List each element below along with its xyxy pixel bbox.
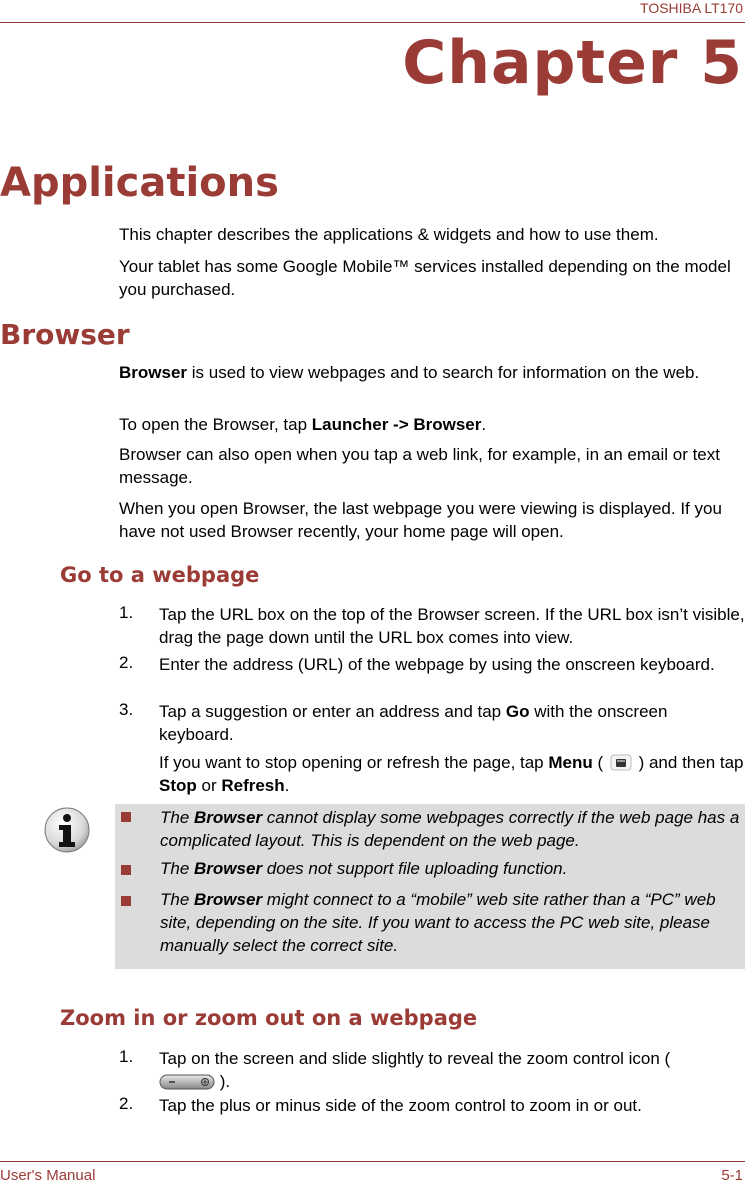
- zoom-step-1-number: 1.: [119, 1047, 134, 1066]
- footer-manual-label: User's Manual: [0, 1167, 96, 1184]
- browser-paragraph-3: Browser can also open when you tap a web link, for example, in an email or text message.: [119, 445, 720, 487]
- footer-rule: [0, 1161, 745, 1162]
- intro-paragraph-2: Your tablet has some Google Mobile™ services installed depending on the model you purchased.: [119, 257, 731, 299]
- goto-step-3-text: Tap a suggestion or enter an address and tap Go with the onscreen keyboard.: [159, 702, 668, 744]
- browser-heading: Browser: [0, 318, 130, 351]
- browser-paragraph-2: To open the Browser, tap Launcher -> Browser.: [119, 415, 487, 434]
- menu-icon: [610, 754, 632, 771]
- note-bullet-3: [121, 896, 131, 906]
- goto-step-1-text: Tap the URL box on the top of the Browser screen. If the URL box isn’t visible, drag the page down until the URL box comes into view.: [159, 605, 745, 647]
- note-item-3: The Browser might connect to a “mobile” web site rather than a “PC” web site, depending on the site. If you want to access the PC web site, please manually select the correct site.: [160, 890, 716, 955]
- chapter-title: Chapter 5: [402, 28, 743, 98]
- note-item-2: The Browser does not support file uploading function.: [160, 859, 568, 878]
- goto-heading: Go to a webpage: [60, 563, 260, 587]
- header-rule: [0, 22, 745, 23]
- note-bullet-2: [121, 865, 131, 875]
- note-bullet-1: [121, 812, 131, 822]
- footer-page-number: 5-1: [721, 1167, 743, 1184]
- intro-paragraph-1: This chapter describes the applications & widgets and how to use them.: [119, 225, 659, 244]
- note-item-1: The Browser cannot display some webpages correctly if the web page has a complicated layout. This is dependent on the web page.: [160, 808, 740, 850]
- goto-extra-paragraph: If you want to stop opening or refresh the page, tap Menu ( ) and then tap Stop or Refresh.: [159, 753, 744, 795]
- goto-step-3-number: 3.: [119, 700, 134, 719]
- goto-step-2-number: 2.: [119, 653, 134, 672]
- zoom-step-1-text: Tap on the screen and slide slightly to reveal the zoom control icon ( ).: [159, 1049, 671, 1091]
- header-product: TOSHIBA LT170: [640, 0, 743, 16]
- info-icon: [44, 807, 90, 853]
- goto-step-1-number: 1.: [119, 603, 134, 622]
- zoom-heading: Zoom in or zoom out on a webpage: [60, 1006, 478, 1030]
- zoom-control-icon: [159, 1073, 215, 1089]
- zoom-step-2-text: Tap the plus or minus side of the zoom control to zoom in or out.: [159, 1096, 642, 1115]
- browser-paragraph-4: When you open Browser, the last webpage you were viewing is displayed. If you have not used Browser recently, your home page will open.: [119, 499, 722, 541]
- goto-step-2-text: Enter the address (URL) of the webpage by using the onscreen keyboard.: [159, 655, 715, 674]
- section-title: Applications: [0, 160, 279, 206]
- zoom-step-2-number: 2.: [119, 1094, 134, 1113]
- browser-paragraph-1: Browser is used to view webpages and to search for information on the web.: [119, 363, 700, 382]
